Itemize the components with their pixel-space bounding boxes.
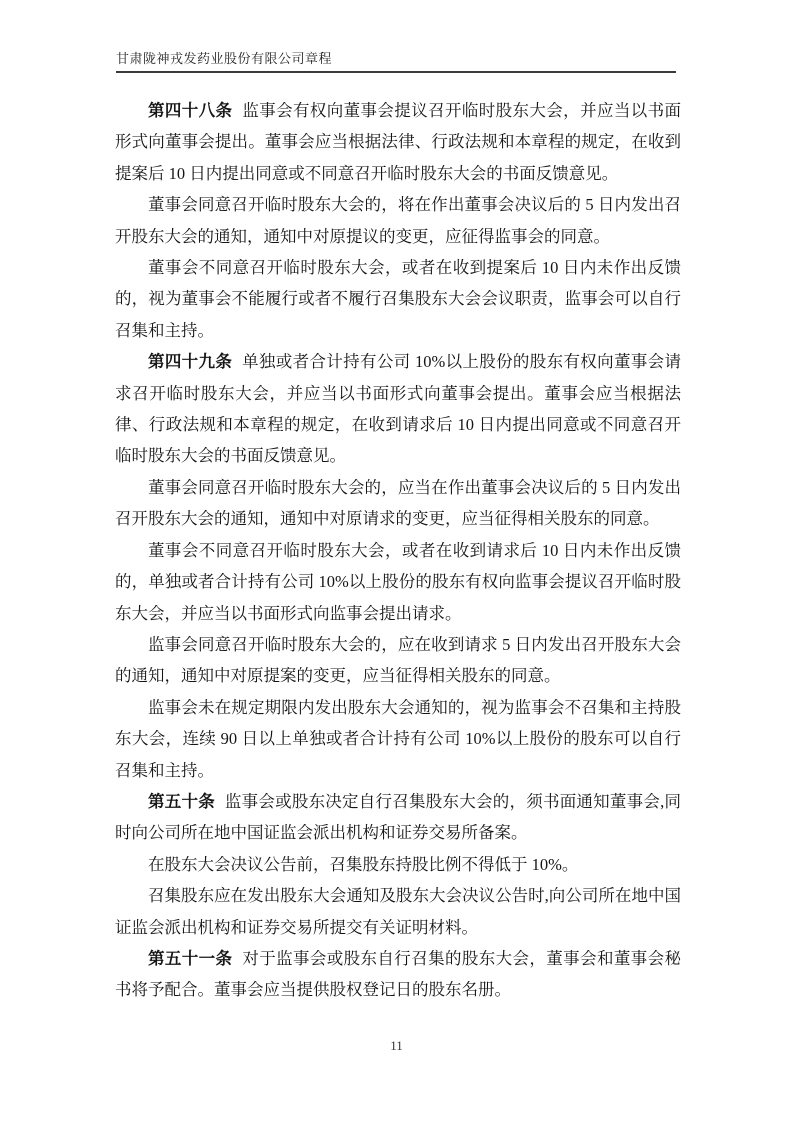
article-text: 在股东大会决议公告前，召集股东持股比例不得低于 10%。 (148, 854, 579, 874)
paragraph (115, 880, 681, 943)
article-text: 董事会同意召开临时股东大会的，应当在作出董事会决议后的 5 日内发出召开股东大会的通知，通知中对原请求的变更，应当征得相关股东的同意。 (115, 477, 681, 529)
article-text: 监事会同意召开临时股东大会的，应在收到请求 5 日内发出召开股东大会的通知，通知中对原提案的变更，应当征得相关股东的同意。 (115, 634, 681, 686)
paragraph (115, 472, 681, 535)
paragraph-article-51 (115, 943, 681, 1006)
page-footer (0, 1038, 793, 1054)
paragraph-article-48 (115, 95, 681, 189)
article-number: 第四十八条 (148, 101, 233, 120)
paragraph (115, 849, 681, 880)
document-body (115, 95, 681, 1006)
paragraph-article-50 (115, 786, 681, 849)
article-number: 第四十九条 (148, 352, 233, 372)
paragraph (115, 692, 681, 786)
article-number: 第五十条 (148, 791, 215, 811)
article-text: 监事会有权向董事会提议召开临时股东大会，并应当以书面形式向董事会提出。董事会应当根据法律、行政法规和本章程的规定，在收到提案后 10 日内提出同意或不同意召开临时股东大会的书面反馈意见。 (115, 101, 682, 183)
paragraph (115, 535, 681, 629)
article-text: 董事会同意召开临时股东大会的，将在作出董事会决议后的 5 日内发出召开股东大会的通知，通知中对原提议的变更，应征得监事会的同意。 (115, 195, 681, 246)
article-text: 单独或者合计持有公司 10%以上股份的股东有权向董事会请求召开临时股东大会，并应当以书面形式向董事会提出。董事会应当根据法律、行政法规和本章程的规定，在收到请求后 10 日内提出同意或不同意召开临时股东大会的书面反馈意见。 (115, 352, 682, 466)
paragraph (115, 189, 681, 252)
article-text: 召集股东应在发出股东大会通知及股东大会决议公告时,向公司所在地中国证监会派出机构和证券交易所提交有关证明材料。 (115, 886, 681, 937)
page-number: 11 (390, 1038, 403, 1053)
article-number: 第五十一条 (148, 948, 233, 968)
page-header (116, 50, 676, 73)
article-text: 对于监事会或股东自行召集的股东大会，董事会和董事会秘书将予配合。董事会应当提供股权登记日的股东名册。 (115, 948, 682, 1000)
document-title: 甘肃陇神戎发药业股份有限公司章程 (116, 51, 333, 66)
article-text: 董事会不同意召开临时股东大会，或者在收到提案后 10 日内未作出反馈的，视为董事会不能履行或者不履行召集股东大会会议职责，监事会可以自行召集和主持。 (115, 258, 681, 340)
paragraph-article-49 (115, 346, 681, 472)
paragraph (115, 252, 681, 346)
article-text: 监事会或股东决定自行召集股东大会的，须书面通知董事会,同时向公司所在地中国证监会派出机构和证券交易所备案。 (115, 791, 682, 843)
article-text: 监事会未在规定期限内发出股东大会通知的，视为监事会不召集和主持股东大会，连续 90 日以上单独或者合计持有公司 10%以上股份的股东可以自行召集和主持。 (115, 697, 681, 780)
paragraph (115, 629, 681, 692)
article-text: 董事会不同意召开临时股东大会，或者在收到请求后 10 日内未作出反馈的，单独或者合计持有公司 10%以上股份的股东有权向监事会提议召开临时股东大会，并应当以书面形式向监事会提出请求。 (115, 540, 681, 623)
